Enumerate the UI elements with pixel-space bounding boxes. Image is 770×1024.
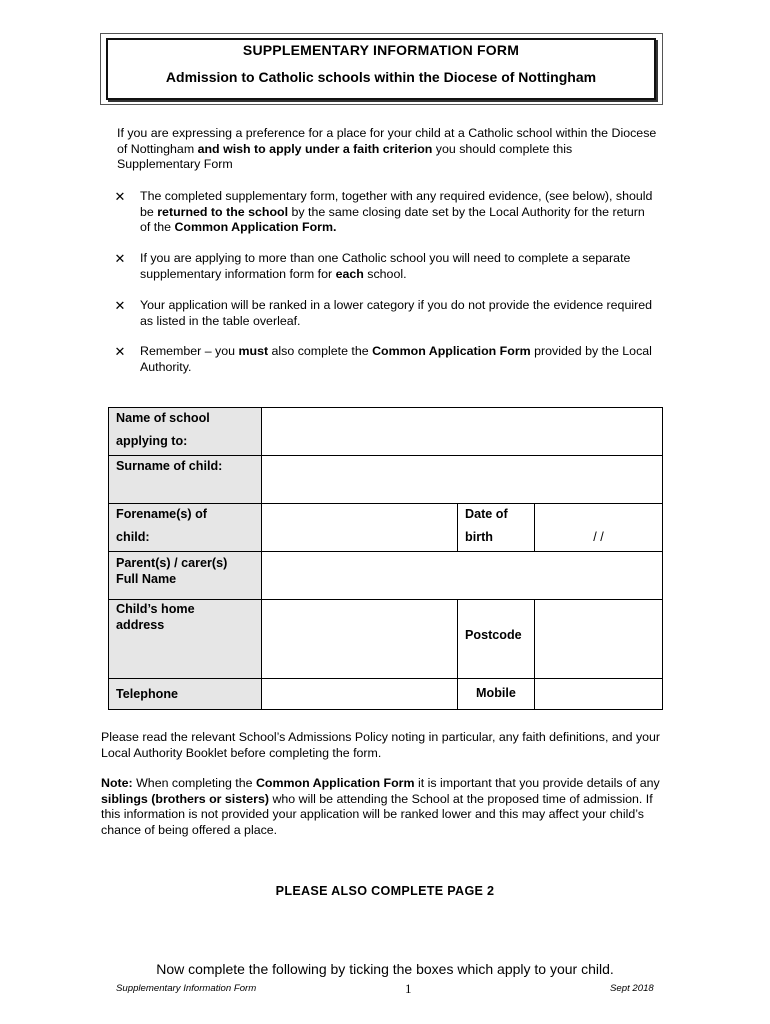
- page-number: 1: [405, 981, 412, 996]
- surname-field[interactable]: [262, 456, 663, 504]
- forename-label: Forename(s) of child:: [109, 504, 262, 552]
- home-address-label: Child’s home address: [109, 600, 262, 679]
- form-subtitle: Admission to Catholic schools within the Diocese of Nottingham: [165, 69, 597, 85]
- form-title: SUPPLEMENTARY INFORMATION FORM: [242, 42, 520, 58]
- surname-label: Surname of child:: [109, 456, 262, 504]
- parent-name-label: Parent(s) / carer(s) Full Name: [109, 552, 262, 600]
- cross-bullet-icon: ✕: [114, 298, 126, 313]
- bullet-return-form: The completed supplementary form, together with any required evidence, (see below), should be returned to the school by the same closing date set by the Local Authority for the return of the Common Application Form.: [140, 189, 653, 235]
- postcode-label: Postcode: [458, 600, 535, 679]
- school-name-field[interactable]: [262, 408, 663, 456]
- bullet-multiple-schools: If you are applying to more than one Catholic school you will need to complete a separate supplementary information form for each school.: [140, 251, 631, 281]
- intro-paragraph: If you are expressing a preference for a place for your child at a Catholic school within the Diocese of Nottingham and wish to apply under a faith criterion you should complete this Supplementary Form: [117, 126, 657, 172]
- cross-bullet-icon: ✕: [114, 251, 126, 266]
- bullet-common-application: Remember – you must also complete the Common Application Form provided by the Local Authority.: [140, 344, 652, 374]
- school-name-label: Name of school applying to:: [109, 408, 262, 456]
- cross-bullet-icon: ✕: [114, 189, 126, 204]
- postcode-field[interactable]: [535, 600, 663, 679]
- footer-date: Sept 2018: [610, 983, 654, 994]
- footer-form-name: Supplementary Information Form: [116, 983, 257, 994]
- applicant-details-table: [108, 407, 663, 710]
- complete-page-2-heading: PLEASE ALSO COMPLETE PAGE 2: [275, 884, 495, 898]
- date-of-birth-field[interactable]: / /: [535, 504, 663, 552]
- forename-field[interactable]: [262, 504, 458, 552]
- ticking-instruction: Now complete the following by ticking the boxes which apply to your child.: [156, 961, 614, 977]
- telephone-field[interactable]: [262, 679, 458, 710]
- telephone-label: Telephone: [109, 679, 262, 710]
- cross-bullet-icon: ✕: [114, 344, 126, 359]
- mobile-field[interactable]: [535, 679, 663, 710]
- mobile-label: Mobile: [458, 679, 535, 710]
- date-of-birth-label: Date of birth: [458, 504, 535, 552]
- home-address-field[interactable]: [262, 600, 458, 679]
- bullet-evidence-warning: Your application will be ranked in a lower category if you do not provide the evidence required as listed in the table overleaf.: [140, 298, 653, 328]
- siblings-note-paragraph: Note: When completing the Common Application Form it is important that you provide details of any siblings (brothers or sisters) who will be attending the School at the proposed time of admission. If this information is not provided your application will be ranked lower and this may affect your child’s chance of being offered a place.: [101, 776, 660, 837]
- admissions-policy-paragraph: Please read the relevant School’s Admissions Policy noting in particular, any faith definitions, and your Local Authority Booklet before completing the form.: [101, 730, 661, 760]
- parent-name-field[interactable]: [262, 552, 663, 600]
